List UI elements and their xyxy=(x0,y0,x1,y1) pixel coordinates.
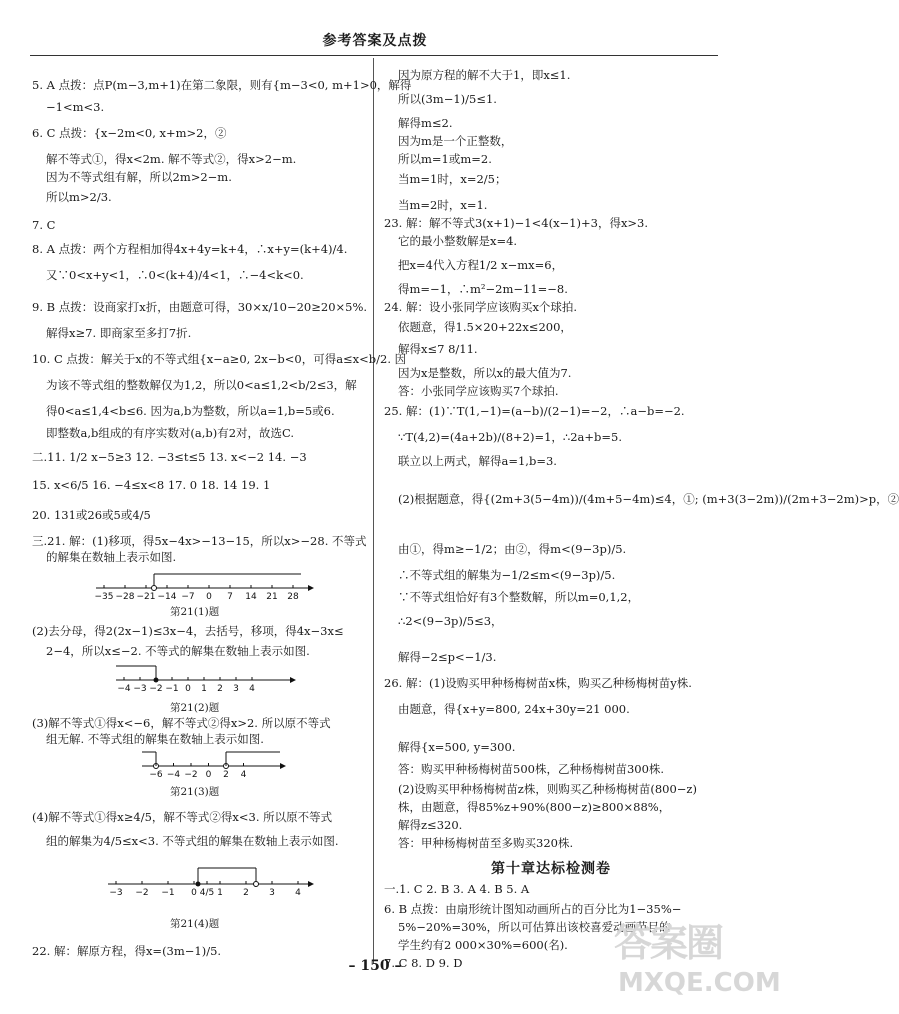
answer-8: 8. A 点拨：两个方程相加得4x+4y=k+4，∴x+y=(k+4)/4. xyxy=(32,242,348,256)
watermark-logo: 答案圈 xyxy=(614,921,723,965)
r-line-20: 由①，得m≥−1/2；由②，得m<(9−3p)/5. xyxy=(398,542,627,556)
answer-10-line2: 为该不等式组的整数解仅为1,2，所以0<a≤1,2<b/2≤3，解 xyxy=(46,378,357,392)
tick-label: −2 xyxy=(184,770,198,780)
answer-5-cont: −1<m<3. xyxy=(46,100,105,114)
r-line-15: 答：小张同学应该购买7个球拍. xyxy=(398,384,559,398)
chapter-title: 第十章达标检测卷 xyxy=(491,861,611,877)
ch-answer-6: 6. B 点拨：由扇形统计图知动画所占的百分比为1−35%− xyxy=(384,902,682,916)
tick-label: −7 xyxy=(181,592,195,602)
r-line-19: (2)根据题意，得{(2m+3(5−4m))/(4m+5−4m)≤4，①; (m+3(3−2m))/(2m+3−2m)>p，② xyxy=(398,492,899,506)
r-line-32: 答：甲种杨梅树苗至多购买320株. xyxy=(398,836,574,850)
answer-10: 10. C 点拨：解关于x的不等式组{x−a≥0, 2x−b<0，可得a≤x<b/2. 因 xyxy=(32,352,407,366)
tick-label: 4 xyxy=(249,684,255,694)
answer-21-1-cont: 的解集在数轴上表示如图. xyxy=(46,550,177,564)
answers-11-14: 二.11. 1/2 x−5≥3 12. −3≤t≤5 13. x<−2 14. −3 xyxy=(32,450,307,464)
tick-label: 7 xyxy=(227,592,233,602)
tick-label: 4 xyxy=(295,888,301,898)
answer-21-4: (4)解不等式①得x≥4/5，解不等式②得x<3. 所以原不等式 xyxy=(32,810,333,824)
page-number: – 150 – xyxy=(348,958,402,974)
answer-21-1: 三.21. 解：(1)移项，得5x−4x>−13−15，所以x>−28. 不等式 xyxy=(32,534,367,548)
tick-label: −4 xyxy=(117,684,131,694)
caption-21-1: 第21(1)题 xyxy=(170,606,220,618)
answer-5: 5. A 点拨：点P(m−3,m+1)在第二象限，则有{m−3<0, m+1>0，解得 xyxy=(32,78,412,92)
tick-label: 3 xyxy=(233,684,239,694)
number-line-21-1 xyxy=(96,568,316,602)
answer-9-cont: 解得x≥7. 即商家至多打7折. xyxy=(46,326,192,340)
tick-label: −3 xyxy=(109,888,123,898)
tick-label: −2 xyxy=(135,888,149,898)
answer-6: 6. C 点拨：{x−2m<0, x+m>2，② xyxy=(32,126,227,140)
tick-label: −1 xyxy=(165,684,179,694)
tick-label: 2 xyxy=(217,684,223,694)
page-header: 参考答案及点拨 xyxy=(322,33,428,49)
r-line-13: 解得x≤7 8/11. xyxy=(398,342,478,356)
tick-label: 21 xyxy=(266,592,278,602)
r-line-2: 解得m≤2. xyxy=(398,116,453,130)
r-line-21: ∴不等式组的解集为−1/2≤m<(9−3p)/5. xyxy=(398,568,616,582)
tick-label: −35 xyxy=(94,592,114,602)
tick-label: −6 xyxy=(149,770,163,780)
r-line-30: 株，由题意，得85%z+90%(800−z)≥800×88%， xyxy=(398,800,671,814)
answer-21-2: (2)去分母，得2(2x−1)≤3x−4，去括号，移项，得4x−3x≤ xyxy=(32,624,344,638)
answer-7: 7. C xyxy=(32,218,56,232)
r-line-23: ∴2<(9−3p)/5≤3， xyxy=(398,614,503,628)
tick-label: 3 xyxy=(269,888,275,898)
answer-6-line2: 解不等式①，得x<2m. 解不等式②，得x>2−m. xyxy=(46,152,297,166)
caption-21-2: 第21(2)题 xyxy=(170,702,220,714)
r-line-9: 把x=4代入方程1/2 x−mx=6， xyxy=(398,258,564,272)
answer-21-3-cont: 组无解. 不等式组的解集在数轴上表示如图. xyxy=(46,732,264,746)
ch-answer-6-line2: 5%−20%=30%，所以可估算出该校喜爱动画节目的 xyxy=(398,920,671,934)
r-line-31: 解得z≤320. xyxy=(398,818,463,832)
r-line-29: (2)设购买甲种杨梅树苗z株，则购买乙种杨梅树苗(800−z) xyxy=(398,782,697,796)
tick-label: 0 xyxy=(206,592,212,602)
tick-label: 0 xyxy=(185,684,191,694)
tick-label: 4 xyxy=(240,770,247,780)
watermark-url: MXQE.COM xyxy=(618,968,781,998)
tick-label: 1 xyxy=(217,888,223,898)
r-line-6: 当m=2时，x=1. xyxy=(398,198,488,212)
tick-label: 1 xyxy=(201,684,207,694)
answer-21-4-cont: 组的解集为4/5≤x<3. 不等式组的解集在数轴上表示如图. xyxy=(46,834,339,848)
r-line-27: 解得{x=500, y=300. xyxy=(398,740,516,754)
answers-15-19: 15. x<6/5 16. −4≤x<8 17. 0 18. 14 19. 1 xyxy=(32,478,271,492)
r-line-22: ∵不等式组恰好有3个整数解，所以m=0,1,2， xyxy=(398,590,640,604)
caption-21-3: 第21(3)题 xyxy=(170,786,220,798)
tick-label: −4 xyxy=(166,770,181,780)
r-line-8: 它的最小整数解是x=4. xyxy=(398,234,518,248)
number-line-21-3 xyxy=(142,746,292,780)
number-line-21-2 xyxy=(116,660,296,694)
column-divider xyxy=(373,58,374,964)
r-line-5: 当m=1时，x=2/5； xyxy=(398,172,507,186)
r-line-14: 因为x是整数，所以x的最大值为7. xyxy=(398,366,572,380)
r-line-0: 因为原方程的解不大于1，即x≤1. xyxy=(398,68,571,82)
ch-answers-7-9: 7. C 8. D 9. D xyxy=(384,956,463,970)
r-line-1: 所以(3m−1)/5≤1. xyxy=(398,92,497,106)
answer-9: 9. B 点拨：设商家打x折，由题意可得，30×x/10−20≥20×5%. xyxy=(32,300,368,314)
tick-label: −28 xyxy=(115,592,135,602)
answer-21-2-cont: 2−4，所以x≤−2. 不等式的解集在数轴上表示如图. xyxy=(46,644,310,658)
answer-26: 26. 解：(1)设购买甲种杨梅树苗x株，购买乙种杨梅树苗y株. xyxy=(384,676,692,690)
answer-6-line4: 所以m>2/3. xyxy=(46,190,112,204)
tick-label: 2 xyxy=(223,770,229,780)
r-line-3: 因为m是一个正整数， xyxy=(398,134,513,148)
tick-label: 0 xyxy=(205,770,212,780)
r-line-24: 解得−2≤p<−1/3. xyxy=(398,650,497,664)
tick-label: −3 xyxy=(133,684,147,694)
tick-label: −21 xyxy=(136,592,156,602)
answer-8-cont: 又∵0<x+y<1，∴0<(k+4)/4<1，∴−4<k<0. xyxy=(46,268,304,282)
ch-answer-6-line3: 学生约有2 000×30%=600(名). xyxy=(398,938,568,952)
number-line-21-4 xyxy=(108,860,318,900)
tick-label: −14 xyxy=(157,592,177,602)
answer-20: 20. 131或26或5或4/5 xyxy=(32,508,151,522)
tick-label: 14 xyxy=(245,592,257,602)
r-line-12: 依题意，得1.5×20+22x≤200， xyxy=(398,320,572,334)
answer-6-line3: 因为不等式组有解，所以2m>2−m. xyxy=(46,170,232,184)
tick-label: 0 xyxy=(191,888,197,898)
caption-21-4: 第21(4)题 xyxy=(170,918,220,930)
r-line-10: 得m=−1，∴m²−2m−11=−8. xyxy=(398,282,568,296)
tick-label: 2 xyxy=(243,888,249,898)
tick-label: 4/5 xyxy=(199,888,215,898)
r-line-26: 由题意，得{x+y=800, 24x+30y=21 000. xyxy=(398,702,630,716)
tick-label: −2 xyxy=(149,684,163,694)
tick-label: 28 xyxy=(287,592,299,602)
tick-label: −1 xyxy=(161,888,175,898)
answer-21-3: (3)解不等式①得x<−6，解不等式②得x>2. 所以原不等式 xyxy=(32,716,331,730)
r-line-28: 答：购买甲种杨梅树苗500株，乙种杨梅树苗300株. xyxy=(398,762,665,776)
r-line-18: 联立以上两式，解得a=1,b=3. xyxy=(398,454,557,468)
r-line-4: 所以m=1或m=2. xyxy=(398,152,492,166)
answer-10-line4: 即整数a,b组成的有序实数对(a,b)有2对，故选C. xyxy=(46,426,295,440)
answer-25: 25. 解：(1)∵T(1,−1)=(a−b)/(2−1)=−2，∴a−b=−2. xyxy=(384,404,685,418)
watermark xyxy=(610,912,781,1008)
r-line-17: ∵T(4,2)=(4a+2b)/(8+2)=1，∴2a+b=5. xyxy=(398,430,623,444)
answer-10-line3: 得0<a≤1,4<b≤6. 因为a,b为整数，所以a=1,b=5或6. xyxy=(46,404,335,418)
ch-answers-1-5: 一.1. C 2. B 3. A 4. B 5. A xyxy=(384,882,530,896)
answer-24: 24. 解：设小张同学应该购买x个球拍. xyxy=(384,300,578,314)
answer-23: 23. 解：解不等式3(x+1)−1<4(x−1)+3，得x>3. xyxy=(384,216,649,230)
header-rule xyxy=(30,55,718,56)
answer-22: 22. 解：解原方程，得x=(3m−1)/5. xyxy=(32,944,222,958)
